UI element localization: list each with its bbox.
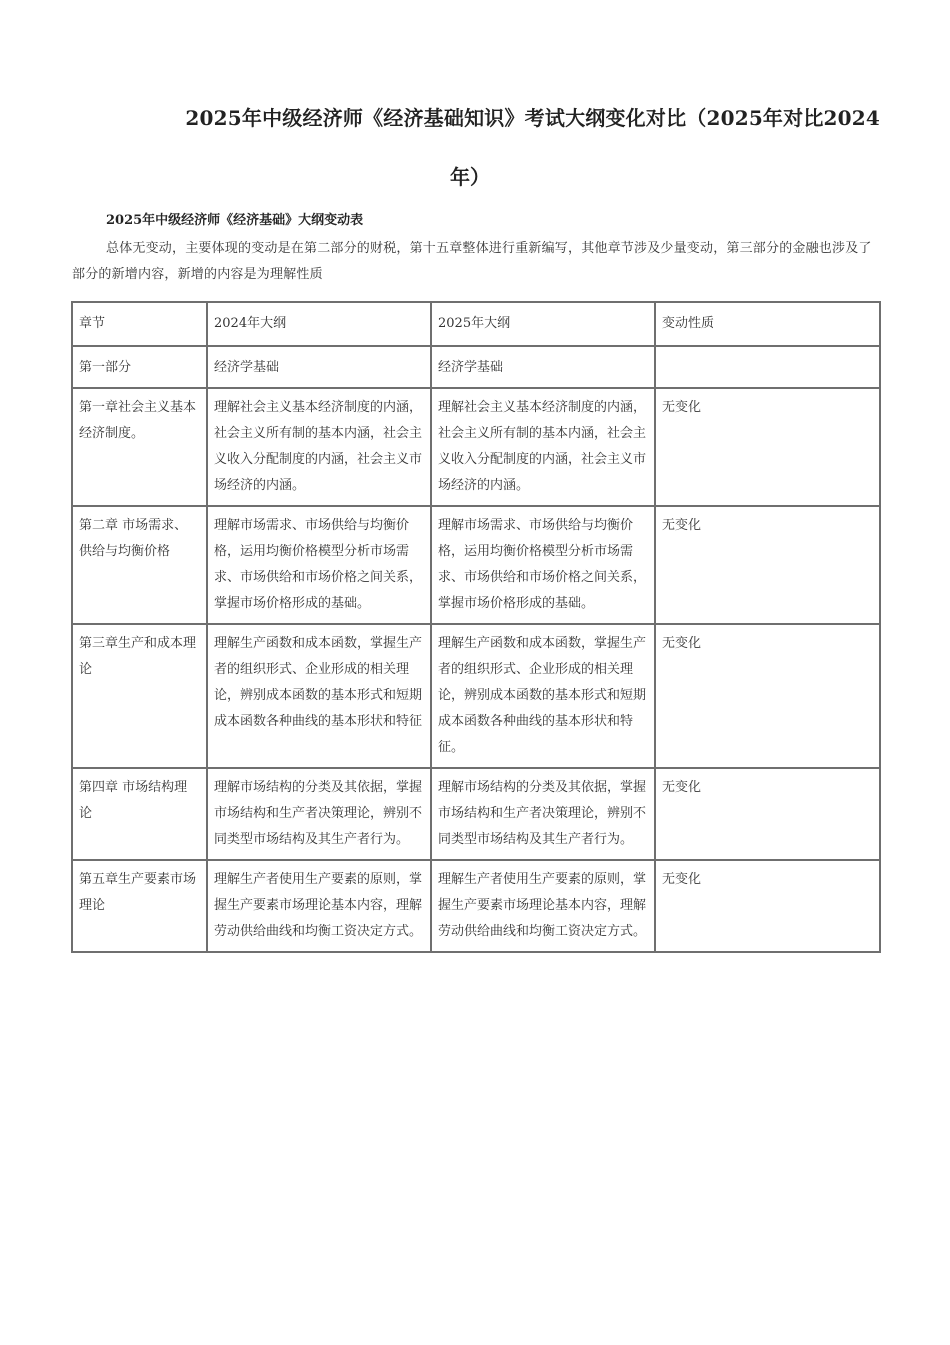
cell-2024: 理解市场结构的分类及其依据，掌握市场结构和生产者决策理论，辨别不同类型市场结构及其生产者行为。: [207, 768, 431, 860]
cell-change: 无变化: [655, 624, 880, 768]
cell-change: 无变化: [655, 388, 880, 506]
table-row: [72, 388, 880, 506]
header-2025: 2025年大纲: [431, 302, 655, 346]
cell-2025: 理解市场结构的分类及其依据，掌握市场结构和生产者决策理论，辨别不同类型市场结构及其生产者行为。: [431, 768, 655, 860]
table-subheading: 2025年中级经济师《经济基础》大纲变动表: [106, 213, 364, 228]
table-row: [72, 768, 880, 860]
cell-chapter: 第三章生产和成本理论: [72, 624, 207, 768]
table-row: [72, 346, 880, 388]
cell-2025: 经济学基础: [431, 346, 655, 388]
cell-chapter: 第一部分: [72, 346, 207, 388]
cell-2024: 经济学基础: [207, 346, 431, 388]
header-chapter: 章节: [72, 302, 207, 346]
cell-2024: 理解生产者使用生产要素的原则，掌握生产要素市场理论基本内容，理解劳动供给曲线和均衡工资决定方式。: [207, 860, 431, 952]
cell-2025: 理解社会主义基本经济制度的内涵，社会主义所有制的基本内涵，社会主义收入分配制度的内涵，社会主义市场经济的内涵。: [431, 388, 655, 506]
cell-2024: 理解生产函数和成本函数，掌握生产者的组织形式、企业形成的相关理论，辨别成本函数的基本形式和短期成本函数各种曲线的基本形状和特征: [207, 624, 431, 768]
table-row: [72, 624, 880, 768]
cell-chapter: 第五章生产要素市场理论: [72, 860, 207, 952]
cell-change: 无变化: [655, 860, 880, 952]
cell-chapter: 第四章 市场结构理论: [72, 768, 207, 860]
cell-2025: 理解市场需求、市场供给与均衡价格，运用均衡价格模型分析市场需求、市场供给和市场价格之间关系，掌握市场价格形成的基础。: [431, 506, 655, 624]
cell-chapter: 第一章社会主义基本经济制度。: [72, 388, 207, 506]
cell-2024: 理解社会主义基本经济制度的内涵，社会主义所有制的基本内涵，社会主义收入分配制度的内涵，社会主义市场经济的内涵。: [207, 388, 431, 506]
document-title-continued: 年）: [450, 165, 490, 189]
cell-chapter: 第二章 市场需求、供给与均衡价格: [72, 506, 207, 624]
document-title: 2025年中级经济师《经济基础知识》考试大纲变化对比（2025年对比2024: [185, 106, 880, 130]
syllabus-comparison-table: [71, 301, 881, 953]
summary-paragraph: 总体无变动，主要体现的变动是在第二部分的财税，第十五章整体进行重新编写，其他章节涉及少量变动，第三部分的金融也涉及了部分的新增内容，新增的内容是为理解性质: [72, 241, 872, 282]
cell-2024: 理解市场需求、市场供给与均衡价格，运用均衡价格模型分析市场需求、市场供给和市场价格之间关系，掌握市场价格形成的基础。: [207, 506, 431, 624]
table-row: [72, 860, 880, 952]
cell-change: 无变化: [655, 768, 880, 860]
table-row: [72, 506, 880, 624]
header-2024: 2024年大纲: [207, 302, 431, 346]
cell-change: [655, 346, 880, 388]
cell-2025: 理解生产函数和成本函数，掌握生产者的组织形式、企业形成的相关理论，辨别成本函数的基本形式和短期成本函数各种曲线的基本形状和特征。: [431, 624, 655, 768]
cell-2025: 理解生产者使用生产要素的原则，掌握生产要素市场理论基本内容，理解劳动供给曲线和均衡工资决定方式。: [431, 860, 655, 952]
table-header-row: [72, 302, 880, 346]
header-change: 变动性质: [655, 302, 880, 346]
cell-change: 无变化: [655, 506, 880, 624]
